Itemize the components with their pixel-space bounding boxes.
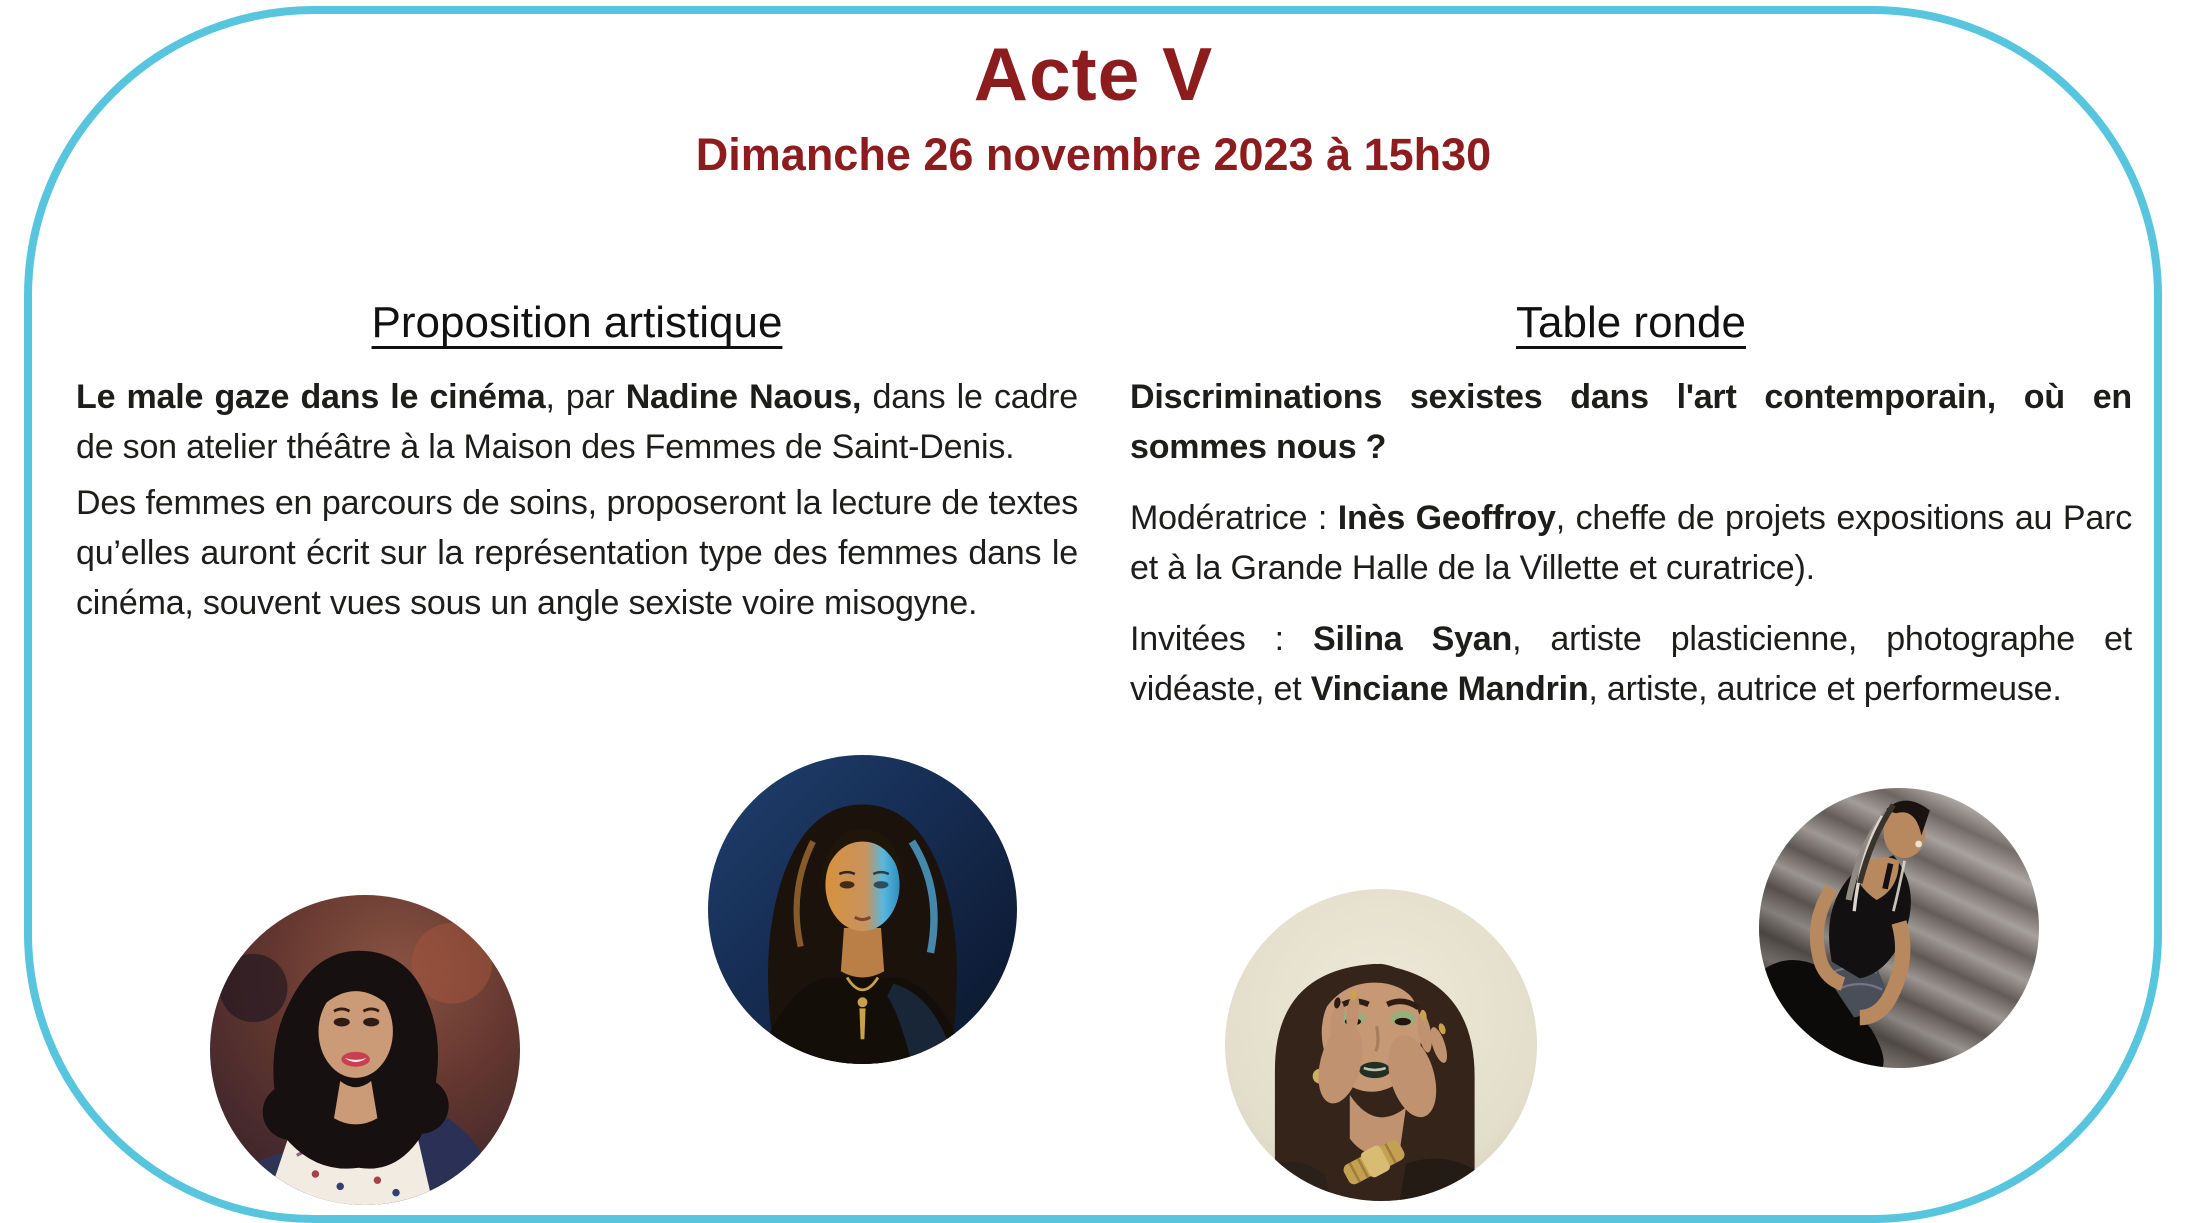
left-section-heading — [76, 298, 1078, 348]
portrait-photo-curly-haired-woman — [210, 895, 520, 1205]
event-date: Dimanche 26 novembre 2023 à 15h30 — [695, 129, 1492, 180]
portrait-photo-blue-orange-light — [708, 755, 1017, 1064]
portrait-photo-1-illustration — [210, 895, 520, 1205]
right-paragraph-1 — [1130, 372, 2132, 472]
left-paragraph-1-text-b: dans le cadre de son atelier théâtre à la Maison des Femmes de Saint-Denis. — [76, 378, 1079, 466]
left-section-heading-text: Proposition artistique — [371, 298, 783, 347]
left-paragraph-1-text-a: , par — [545, 378, 626, 416]
moderator-label: Modératrice : — [1130, 499, 1338, 537]
work-title-bold: Le male gaze dans le cinéma — [76, 378, 546, 416]
guests-label: Invitées : — [1130, 620, 1314, 658]
right-section-heading-text: Table ronde — [1516, 298, 1746, 347]
portrait-photo-striped-shadows — [1759, 788, 2039, 1068]
guest-2-description: , artiste, autrice et performeuse. — [1588, 670, 2062, 708]
moderator-description: , cheffe de projets expositions au Parc et à la Grande Halle de la Villette et curatrice). — [1130, 499, 2132, 587]
header — [0, 34, 2187, 181]
right-paragraph-3 — [1130, 614, 2132, 714]
author-name-bold: Nadine Naous, — [625, 378, 862, 416]
left-paragraph-2: Des femmes en parcours de soins, proposeront la lecture de textes qu’elles auront écrit sur la représentation type des femmes dans le cinéma, souvent vues sous un angle sexiste voire misogyne. — [76, 484, 1078, 622]
content-columns — [76, 298, 2132, 735]
guest-1-name-bold: Silina Syan — [1313, 620, 1513, 658]
round-table-topic-bold: Discriminations sexistes dans l'art contemporain, où en sommes nous ? — [1130, 378, 2132, 466]
portrait-photo-2-illustration — [708, 755, 1017, 1064]
portrait-photo-green-eyeshadow — [1225, 889, 1537, 1201]
moderator-name-bold: Inès Geoffroy — [1337, 499, 1556, 537]
section-table-ronde — [1130, 298, 2132, 735]
page-title: Acte V — [973, 32, 1214, 116]
guest-1-description: , artiste plasticienne, photographe et vidéaste, et — [1130, 620, 2132, 708]
portrait-photo-3-illustration — [1225, 889, 1537, 1201]
right-section-heading — [1130, 298, 2132, 348]
guest-2-name-bold: Vinciane Mandrin — [1310, 670, 1589, 708]
section-proposition-artistique — [76, 298, 1078, 735]
right-paragraph-2 — [1130, 493, 2132, 593]
portrait-photo-4-illustration — [1759, 788, 2039, 1068]
left-paragraph-1 — [76, 372, 1078, 472]
